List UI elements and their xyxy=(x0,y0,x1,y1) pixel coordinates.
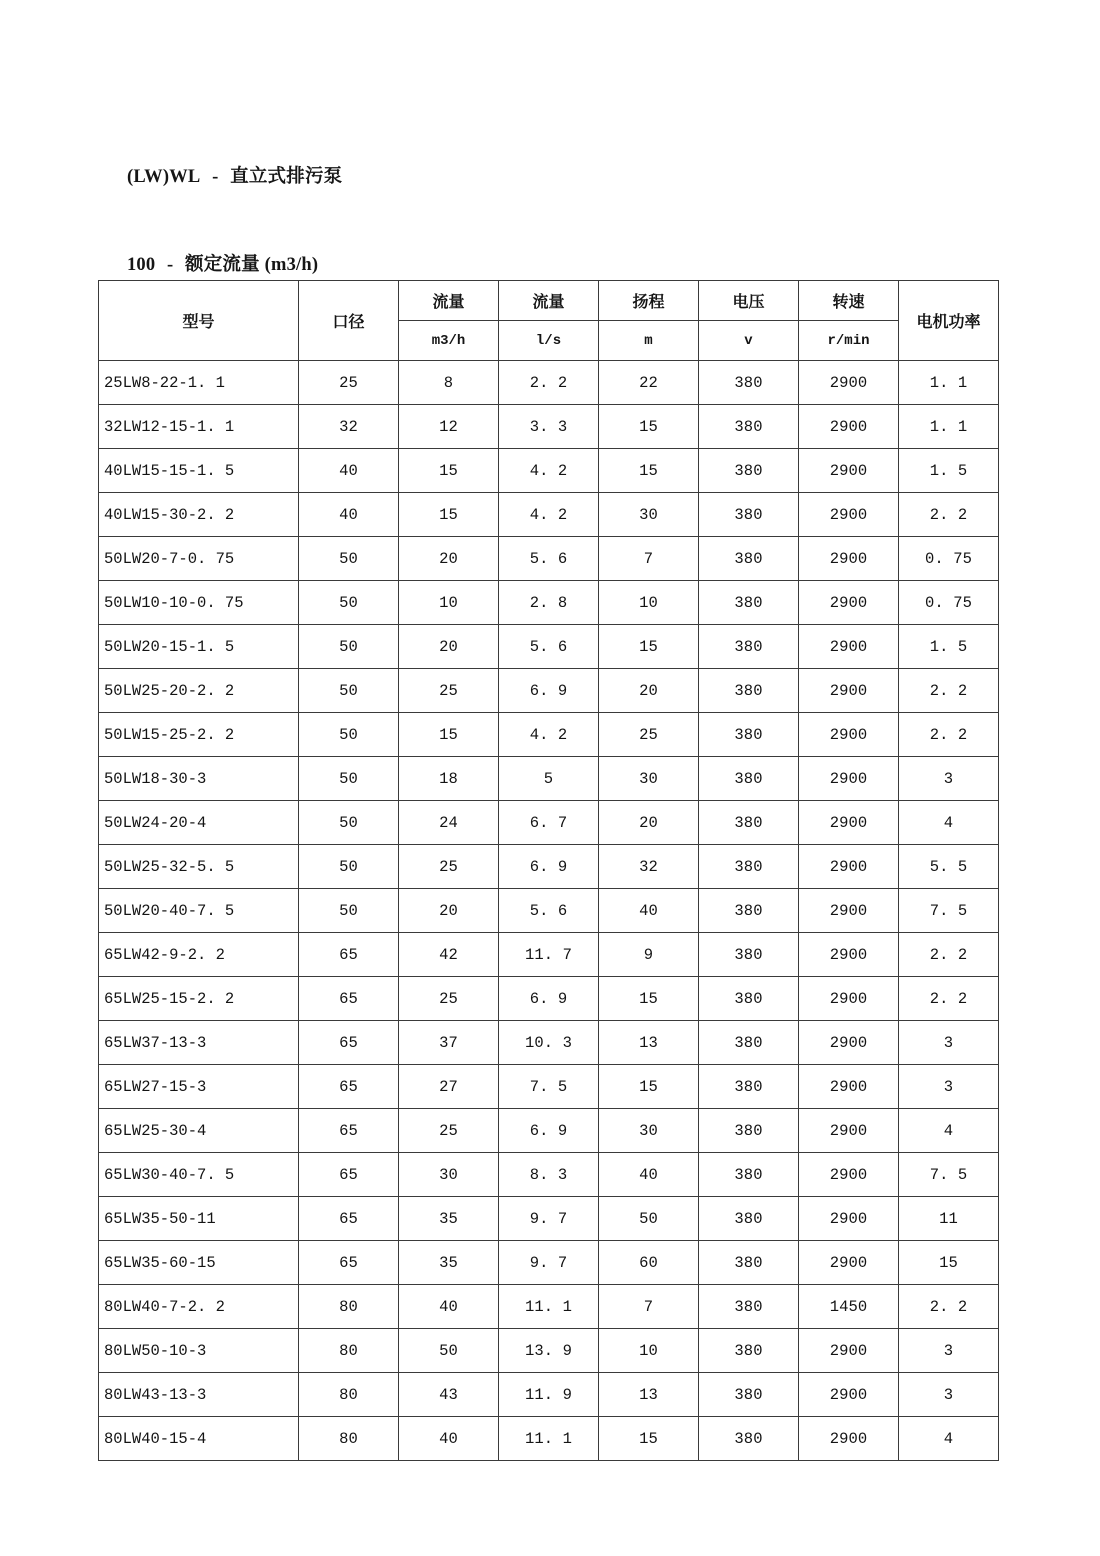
cell-flow-ls: 4. 2 xyxy=(499,449,599,493)
cell-flow-ls: 5 xyxy=(499,757,599,801)
cell-head: 30 xyxy=(599,1109,699,1153)
cell-model: 50LW25-32-5. 5 xyxy=(99,845,299,889)
table-row xyxy=(99,977,999,1021)
cell-flow-m3h: 12 xyxy=(399,405,499,449)
cell-speed: 2900 xyxy=(799,669,899,713)
cell-speed: 2900 xyxy=(799,1109,899,1153)
cell-model: 65LW35-50-11 xyxy=(99,1197,299,1241)
cell-bore: 50 xyxy=(299,625,399,669)
cell-speed: 2900 xyxy=(799,933,899,977)
cell-power: 2. 2 xyxy=(899,493,999,537)
cell-bore: 65 xyxy=(299,1065,399,1109)
table-row xyxy=(99,933,999,977)
cell-power: 1. 5 xyxy=(899,625,999,669)
legend-code: (LW)WL xyxy=(126,166,201,187)
cell-model: 50LW24-20-4 xyxy=(99,801,299,845)
cell-flow-m3h: 18 xyxy=(399,757,499,801)
cell-flow-ls: 11. 1 xyxy=(499,1417,599,1461)
cell-voltage: 380 xyxy=(699,1329,799,1373)
cell-flow-m3h: 20 xyxy=(399,537,499,581)
cell-power: 2. 2 xyxy=(899,669,999,713)
legend-unit: (m3/h) xyxy=(264,255,319,275)
cell-voltage: 380 xyxy=(699,933,799,977)
cell-flow-ls: 6. 9 xyxy=(499,669,599,713)
cell-flow-ls: 10. 3 xyxy=(499,1021,599,1065)
table-row xyxy=(99,625,999,669)
cell-flow-m3h: 15 xyxy=(399,713,499,757)
cell-flow-ls: 11. 9 xyxy=(499,1373,599,1417)
cell-voltage: 380 xyxy=(699,757,799,801)
cell-power: 2. 2 xyxy=(899,713,999,757)
cell-flow-ls: 3. 3 xyxy=(499,405,599,449)
cell-power: 1. 5 xyxy=(899,449,999,493)
cell-head: 10 xyxy=(599,1329,699,1373)
cell-bore: 65 xyxy=(299,977,399,1021)
cell-flow-ls: 6. 9 xyxy=(499,1109,599,1153)
cell-flow-m3h: 25 xyxy=(399,1109,499,1153)
cell-head: 9 xyxy=(599,933,699,977)
header-voltage: 电压 xyxy=(699,281,799,321)
header-speed: 转速 xyxy=(799,281,899,321)
cell-power: 4 xyxy=(899,1109,999,1153)
cell-model: 65LW35-60-15 xyxy=(99,1241,299,1285)
cell-flow-ls: 11. 1 xyxy=(499,1285,599,1329)
cell-head: 15 xyxy=(599,1417,699,1461)
cell-voltage: 380 xyxy=(699,581,799,625)
cell-power: 3 xyxy=(899,1373,999,1417)
cell-voltage: 380 xyxy=(699,1285,799,1329)
cell-voltage: 380 xyxy=(699,1153,799,1197)
cell-flow-ls: 2. 2 xyxy=(499,361,599,405)
cell-power: 7. 5 xyxy=(899,889,999,933)
cell-bore: 50 xyxy=(299,713,399,757)
cell-voltage: 380 xyxy=(699,1241,799,1285)
header-row-primary xyxy=(99,281,999,321)
cell-model: 40LW15-30-2. 2 xyxy=(99,493,299,537)
cell-speed: 2900 xyxy=(799,1241,899,1285)
cell-voltage: 380 xyxy=(699,801,799,845)
table-row xyxy=(99,713,999,757)
table-row xyxy=(99,1109,999,1153)
cell-head: 7 xyxy=(599,1285,699,1329)
cell-model: 50LW20-15-1. 5 xyxy=(99,625,299,669)
cell-head: 22 xyxy=(599,361,699,405)
cell-power: 4 xyxy=(899,801,999,845)
cell-head: 50 xyxy=(599,1197,699,1241)
cell-bore: 80 xyxy=(299,1329,399,1373)
cell-speed: 2900 xyxy=(799,1373,899,1417)
cell-bore: 40 xyxy=(299,493,399,537)
cell-flow-m3h: 42 xyxy=(399,933,499,977)
cell-voltage: 380 xyxy=(699,669,799,713)
cell-speed: 2900 xyxy=(799,1329,899,1373)
cell-speed: 2900 xyxy=(799,1417,899,1461)
cell-voltage: 380 xyxy=(699,845,799,889)
cell-power: 15 xyxy=(899,1241,999,1285)
cell-flow-m3h: 15 xyxy=(399,493,499,537)
cell-speed: 2900 xyxy=(799,713,899,757)
cell-flow-m3h: 30 xyxy=(399,1153,499,1197)
legend-line xyxy=(98,133,918,222)
header-unit-flow-m3h: m3/h xyxy=(399,321,499,361)
cell-head: 15 xyxy=(599,405,699,449)
cell-bore: 32 xyxy=(299,405,399,449)
cell-model: 65LW25-15-2. 2 xyxy=(99,977,299,1021)
cell-flow-ls: 4. 2 xyxy=(499,713,599,757)
cell-flow-m3h: 20 xyxy=(399,889,499,933)
cell-bore: 65 xyxy=(299,1197,399,1241)
table-row xyxy=(99,669,999,713)
cell-power: 1. 1 xyxy=(899,405,999,449)
cell-flow-m3h: 43 xyxy=(399,1373,499,1417)
cell-power: 2. 2 xyxy=(899,933,999,977)
cell-speed: 2900 xyxy=(799,801,899,845)
cell-model: 80LW40-15-4 xyxy=(99,1417,299,1461)
header-unit-speed: r/min xyxy=(799,321,899,361)
cell-flow-m3h: 20 xyxy=(399,625,499,669)
cell-flow-m3h: 15 xyxy=(399,449,499,493)
cell-voltage: 380 xyxy=(699,361,799,405)
cell-bore: 40 xyxy=(299,449,399,493)
cell-flow-ls: 9. 7 xyxy=(499,1197,599,1241)
cell-speed: 2900 xyxy=(799,1065,899,1109)
cell-model: 80LW43-13-3 xyxy=(99,1373,299,1417)
cell-voltage: 380 xyxy=(699,405,799,449)
pump-specification-table xyxy=(98,280,999,1461)
cell-flow-ls: 8. 3 xyxy=(499,1153,599,1197)
cell-power: 2. 2 xyxy=(899,977,999,1021)
table-row xyxy=(99,757,999,801)
cell-head: 7 xyxy=(599,537,699,581)
cell-model: 80LW40-7-2. 2 xyxy=(99,1285,299,1329)
cell-bore: 80 xyxy=(299,1417,399,1461)
cell-head: 20 xyxy=(599,801,699,845)
cell-flow-m3h: 40 xyxy=(399,1285,499,1329)
cell-speed: 2900 xyxy=(799,625,899,669)
cell-model: 50LW25-20-2. 2 xyxy=(99,669,299,713)
table-row xyxy=(99,361,999,405)
table-row xyxy=(99,449,999,493)
cell-head: 13 xyxy=(599,1373,699,1417)
table-row xyxy=(99,1285,999,1329)
cell-head: 13 xyxy=(599,1021,699,1065)
cell-flow-ls: 2. 8 xyxy=(499,581,599,625)
cell-model: 50LW10-10-0. 75 xyxy=(99,581,299,625)
cell-speed: 1450 xyxy=(799,1285,899,1329)
legend-code: 100 xyxy=(126,255,156,275)
cell-flow-m3h: 25 xyxy=(399,977,499,1021)
cell-bore: 50 xyxy=(299,845,399,889)
header-power: 电机功率 xyxy=(899,281,999,361)
cell-flow-ls: 6. 9 xyxy=(499,977,599,1021)
cell-bore: 50 xyxy=(299,757,399,801)
cell-bore: 65 xyxy=(299,1021,399,1065)
cell-voltage: 380 xyxy=(699,1417,799,1461)
table-row xyxy=(99,845,999,889)
header-unit-voltage: v xyxy=(699,321,799,361)
table-row xyxy=(99,1373,999,1417)
cell-head: 15 xyxy=(599,977,699,1021)
cell-head: 15 xyxy=(599,1065,699,1109)
table-row xyxy=(99,1153,999,1197)
cell-head: 60 xyxy=(599,1241,699,1285)
cell-voltage: 380 xyxy=(699,1109,799,1153)
cell-power: 3 xyxy=(899,1065,999,1109)
cell-voltage: 380 xyxy=(699,713,799,757)
cell-bore: 50 xyxy=(299,801,399,845)
table-row xyxy=(99,581,999,625)
cell-power: 2. 2 xyxy=(899,1285,999,1329)
cell-power: 0. 75 xyxy=(899,537,999,581)
cell-flow-m3h: 50 xyxy=(399,1329,499,1373)
cell-head: 20 xyxy=(599,669,699,713)
cell-model: 50LW18-30-3 xyxy=(99,757,299,801)
cell-power: 3 xyxy=(899,1329,999,1373)
cell-speed: 2900 xyxy=(799,581,899,625)
header-flow-ls: 流量 xyxy=(499,281,599,321)
cell-speed: 2900 xyxy=(799,537,899,581)
cell-model: 50LW20-40-7. 5 xyxy=(99,889,299,933)
cell-flow-m3h: 35 xyxy=(399,1197,499,1241)
header-unit-flow-ls: l/s xyxy=(499,321,599,361)
cell-power: 0. 75 xyxy=(899,581,999,625)
table-body xyxy=(99,361,999,1461)
cell-flow-m3h: 25 xyxy=(399,845,499,889)
table-row xyxy=(99,1197,999,1241)
cell-flow-ls: 9. 7 xyxy=(499,1241,599,1285)
cell-power: 1. 1 xyxy=(899,361,999,405)
legend-description: 额定流量 xyxy=(185,255,260,275)
cell-voltage: 380 xyxy=(699,449,799,493)
cell-head: 15 xyxy=(599,625,699,669)
table-row xyxy=(99,1065,999,1109)
cell-speed: 2900 xyxy=(799,1153,899,1197)
cell-bore: 50 xyxy=(299,669,399,713)
cell-voltage: 380 xyxy=(699,1065,799,1109)
cell-model: 65LW37-13-3 xyxy=(99,1021,299,1065)
cell-head: 40 xyxy=(599,1153,699,1197)
table-row xyxy=(99,537,999,581)
table-row xyxy=(99,1329,999,1373)
cell-speed: 2900 xyxy=(799,493,899,537)
cell-head: 40 xyxy=(599,889,699,933)
cell-bore: 80 xyxy=(299,1285,399,1329)
table-row xyxy=(99,1241,999,1285)
cell-bore: 50 xyxy=(299,537,399,581)
cell-head: 30 xyxy=(599,493,699,537)
cell-flow-ls: 5. 6 xyxy=(499,625,599,669)
table-row xyxy=(99,889,999,933)
cell-voltage: 380 xyxy=(699,1373,799,1417)
cell-power: 3 xyxy=(899,757,999,801)
cell-voltage: 380 xyxy=(699,977,799,1021)
table-row xyxy=(99,405,999,449)
cell-flow-ls: 6. 9 xyxy=(499,845,599,889)
cell-speed: 2900 xyxy=(799,1197,899,1241)
cell-head: 10 xyxy=(599,581,699,625)
cell-power: 11 xyxy=(899,1197,999,1241)
cell-flow-ls: 7. 5 xyxy=(499,1065,599,1109)
cell-flow-m3h: 27 xyxy=(399,1065,499,1109)
cell-head: 25 xyxy=(599,713,699,757)
cell-speed: 2900 xyxy=(799,977,899,1021)
cell-flow-m3h: 40 xyxy=(399,1417,499,1461)
cell-bore: 50 xyxy=(299,889,399,933)
header-unit-head: m xyxy=(599,321,699,361)
cell-model: 65LW25-30-4 xyxy=(99,1109,299,1153)
cell-voltage: 380 xyxy=(699,625,799,669)
cell-power: 7. 5 xyxy=(899,1153,999,1197)
cell-speed: 2900 xyxy=(799,449,899,493)
cell-bore: 25 xyxy=(299,361,399,405)
cell-flow-ls: 13. 9 xyxy=(499,1329,599,1373)
cell-flow-m3h: 37 xyxy=(399,1021,499,1065)
table-header xyxy=(99,281,999,361)
cell-flow-ls: 11. 7 xyxy=(499,933,599,977)
legend-dash: - xyxy=(212,166,219,187)
header-bore: 口径 xyxy=(299,281,399,361)
cell-head: 32 xyxy=(599,845,699,889)
cell-model: 50LW20-7-0. 75 xyxy=(99,537,299,581)
cell-flow-ls: 5. 6 xyxy=(499,889,599,933)
cell-flow-m3h: 35 xyxy=(399,1241,499,1285)
cell-flow-m3h: 8 xyxy=(399,361,499,405)
cell-model: 50LW15-25-2. 2 xyxy=(99,713,299,757)
cell-voltage: 380 xyxy=(699,1197,799,1241)
cell-power: 3 xyxy=(899,1021,999,1065)
cell-model: 65LW27-15-3 xyxy=(99,1065,299,1109)
cell-voltage: 380 xyxy=(699,493,799,537)
cell-power: 4 xyxy=(899,1417,999,1461)
cell-bore: 50 xyxy=(299,581,399,625)
cell-bore: 65 xyxy=(299,1241,399,1285)
table-row xyxy=(99,1021,999,1065)
cell-head: 15 xyxy=(599,449,699,493)
header-head: 扬程 xyxy=(599,281,699,321)
cell-speed: 2900 xyxy=(799,405,899,449)
cell-flow-ls: 6. 7 xyxy=(499,801,599,845)
cell-flow-ls: 5. 6 xyxy=(499,537,599,581)
cell-speed: 2900 xyxy=(799,1021,899,1065)
cell-voltage: 380 xyxy=(699,1021,799,1065)
cell-model: 65LW42-9-2. 2 xyxy=(99,933,299,977)
cell-model: 40LW15-15-1. 5 xyxy=(99,449,299,493)
cell-model: 80LW50-10-3 xyxy=(99,1329,299,1373)
cell-speed: 2900 xyxy=(799,845,899,889)
legend-dash: - xyxy=(166,255,174,275)
cell-voltage: 380 xyxy=(699,889,799,933)
table-row xyxy=(99,1417,999,1461)
cell-bore: 80 xyxy=(299,1373,399,1417)
cell-flow-ls: 4. 2 xyxy=(499,493,599,537)
cell-head: 30 xyxy=(599,757,699,801)
cell-voltage: 380 xyxy=(699,537,799,581)
cell-model: 32LW12-15-1. 1 xyxy=(99,405,299,449)
cell-flow-m3h: 10 xyxy=(399,581,499,625)
cell-flow-m3h: 24 xyxy=(399,801,499,845)
cell-bore: 65 xyxy=(299,1153,399,1197)
cell-speed: 2900 xyxy=(799,889,899,933)
legend-description: 直立式排污泵 xyxy=(230,166,343,187)
table-row xyxy=(99,801,999,845)
header-flow-m3h: 流量 xyxy=(399,281,499,321)
specification-table-container xyxy=(98,280,998,1461)
cell-speed: 2900 xyxy=(799,361,899,405)
cell-flow-m3h: 25 xyxy=(399,669,499,713)
table-row xyxy=(99,493,999,537)
cell-speed: 2900 xyxy=(799,757,899,801)
cell-model: 25LW8-22-1. 1 xyxy=(99,361,299,405)
header-model: 型号 xyxy=(99,281,299,361)
cell-model: 65LW30-40-7. 5 xyxy=(99,1153,299,1197)
cell-bore: 65 xyxy=(299,1109,399,1153)
cell-power: 5. 5 xyxy=(899,845,999,889)
cell-bore: 65 xyxy=(299,933,399,977)
